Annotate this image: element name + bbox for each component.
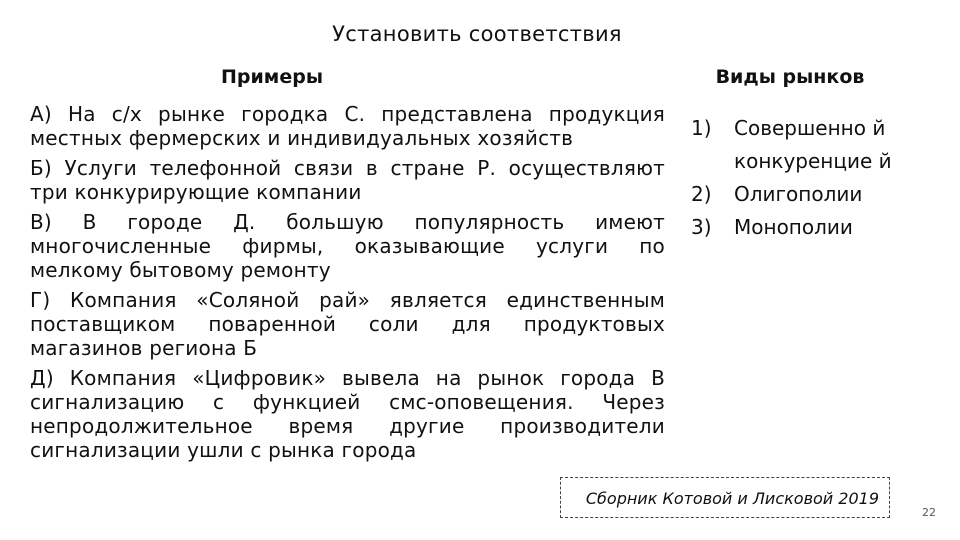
market-types-list [691, 112, 906, 244]
market-item [691, 211, 906, 244]
examples-header: Примеры [220, 66, 323, 88]
page-number: 22 [922, 506, 936, 519]
market-label: Олигополии [734, 182, 863, 206]
slide-title: Установить соответствия [332, 22, 622, 46]
example-c: В) В городе Д. большую популярность имеют многочисленные фирмы, оказывающие услуги по мелкому бытовому ремонту [30, 210, 665, 282]
market-types-header: Виды рынков [715, 66, 865, 88]
market-label: Монополии [734, 215, 853, 239]
source-box: Сборник Котовой и Лисковой 2019 [560, 477, 890, 518]
market-item [691, 178, 906, 211]
example-a: А) На с/х рынке городка С. представлена продукция местных фермерских и индивидуальных хозяйств [30, 102, 665, 150]
market-number: 2) [691, 182, 712, 206]
example-d: Г) Компания «Соляной рай» является единственным поставщиком поваренной соли для продуктовых магазинов региона Б [30, 288, 665, 360]
market-item [691, 112, 906, 178]
examples-list [30, 102, 665, 468]
market-number: 3) [691, 215, 712, 239]
market-label: Совершенно й конкуренцие й [734, 116, 892, 173]
market-number: 1) [691, 116, 712, 140]
example-b: Б) Услуги телефонной связи в стране Р. осуществляют три конкурирующие компании [30, 156, 665, 204]
example-e: Д) Компания «Цифровик» вывела на рынок города В сигнализацию с функцией смс-оповещения. Через непродолжительное время другие производители сигнализации ушли с рынка города [30, 366, 665, 462]
